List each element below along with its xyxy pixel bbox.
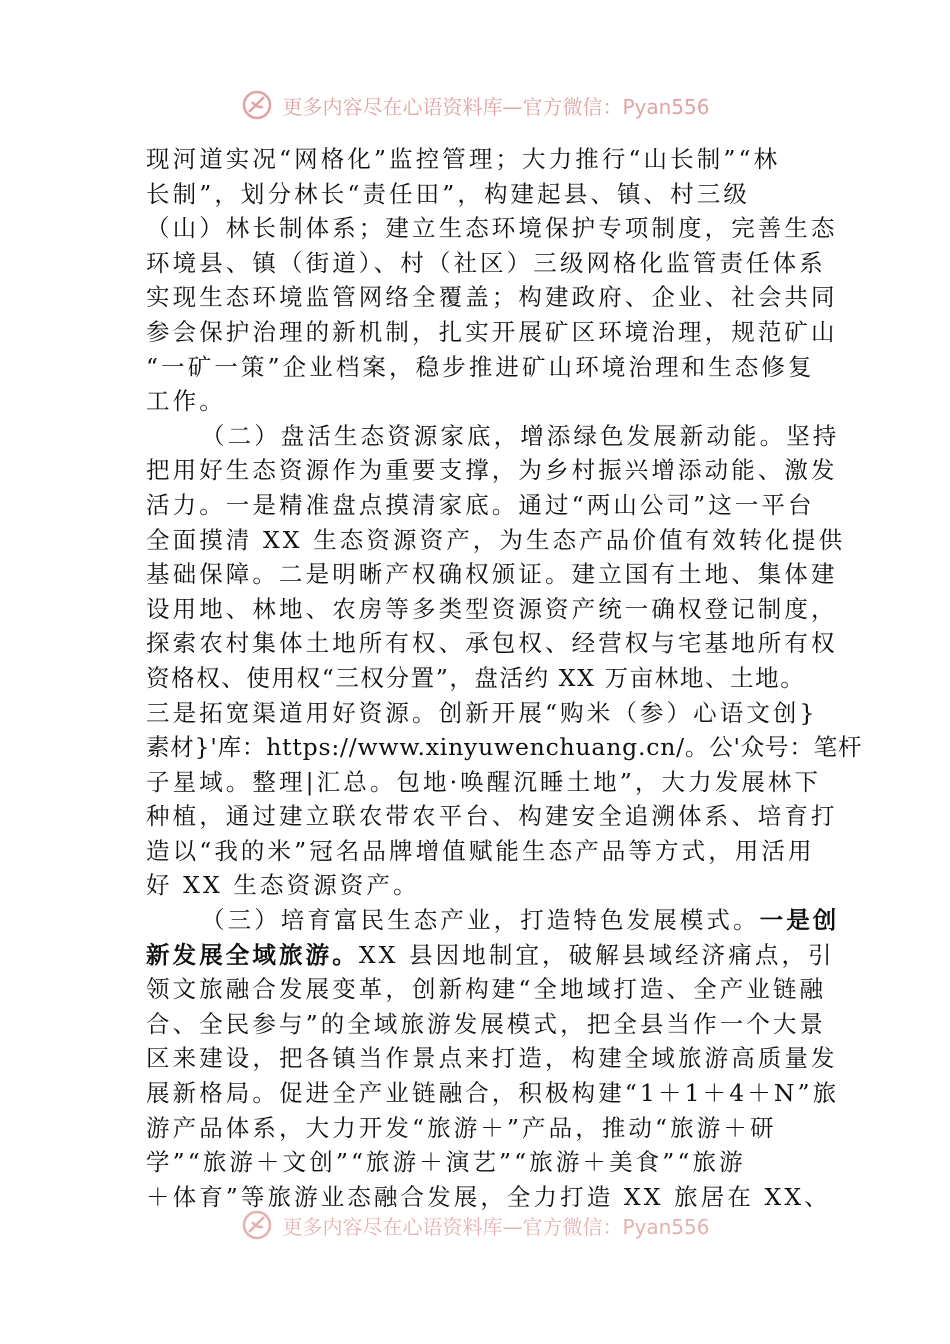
text-line: 把用好生态资源作为重要支撑，为乡村振兴增添动能、激发	[146, 456, 838, 485]
paragraph-1	[146, 142, 838, 419]
text-line: ＋体育”等旅游业态融合发展，全力打造 XX 旅居在 XX、	[146, 1182, 831, 1211]
text-line: 现河道实况“网格化”监控管理；大力推行“山长制”“林	[146, 145, 781, 173]
text-line: “一矿一策”企业档案，稳步推进矿山环境治理和生态修复	[146, 352, 815, 381]
text-line: （山）林长制体系；建立生态环境保护专项制度，完善生态	[146, 214, 838, 243]
text-line	[146, 903, 840, 938]
text-line: 游产品体系，大力开发“旅游＋”产品，推动“旅游＋研	[146, 1113, 777, 1142]
watermark-footer	[0, 1208, 950, 1242]
watermark-text: 更多内容尽在心语资料库—官方微信：Pyan556	[282, 94, 710, 119]
brush-logo-icon	[240, 88, 274, 122]
text-line: 展新格局。促进全产业链融合，积极构建“1＋1＋4＋N”旅	[146, 1079, 840, 1108]
bold-lead: 一是创	[759, 906, 840, 935]
heading-text: （三）培育富民生态产业，打造特色发展模式。	[201, 906, 760, 935]
brush-logo-icon	[240, 1208, 274, 1242]
text-line: 合、全民参与”的全域旅游发展模式，把全县当作一个大景	[146, 1009, 827, 1038]
text-line: 领文旅融合发展变革，创新构建“全地域打造、全产业链融	[146, 975, 827, 1004]
text-line: 参会保护治理的新机制，扎实开展矿区环境治理，规范矿山	[146, 317, 838, 346]
text-line	[146, 938, 835, 973]
text-line: （二）盘活生态资源家底，增添绿色发展新动能。坚持	[201, 421, 840, 450]
watermark-text: 更多内容尽在心语资料库—官方微信：Pyan556	[282, 1214, 710, 1239]
text-line: 基础保障。二是明晰产权确权颁证。建立国有土地、集体建	[146, 560, 838, 589]
text-line: 工作。	[146, 387, 226, 416]
text-line: 子星域。整理|汇总。包地·唤醒沉睡土地”，大力发展林下	[146, 767, 822, 796]
text-line: 造以“我的米”冠名品牌增值赋能生态产品等方式，用活用	[146, 836, 815, 865]
text-line: 长制”，划分林长“责任田”，构建起县、镇、村三级	[146, 179, 750, 208]
text-line: 设用地、林地、农房等多类型资源资产统一确权登记制度，	[146, 594, 838, 623]
text-line: 区来建设，把各镇当作景点来打造，构建全域旅游高质量发	[146, 1044, 838, 1073]
bold-lead: 新发展全域旅游。	[146, 940, 359, 969]
text-line: 实现生态环境监管网络全覆盖；构建政府、企业、社会共同	[146, 283, 838, 312]
paragraph-2	[146, 419, 863, 903]
watermark-header	[0, 88, 950, 122]
text-line: 环境县、镇（街道）、村（社区）三级网格化监管责任体系	[146, 248, 826, 277]
body-text: XX 县因地制宜，破解县域经济痛点，引	[358, 940, 835, 969]
text-line: 全面摸清 XX 生态资源资产，为生态产品价值有效转化提供	[146, 525, 846, 554]
text-line: 种植，通过建立联农带农平台、构建安全追溯体系、培育打	[146, 802, 838, 831]
paragraph-3	[146, 903, 840, 1214]
document-body	[146, 142, 863, 1214]
text-line: 素材}'库：https://www.xinyuwenchuang.cn/。公'众号：笔杆	[146, 733, 863, 762]
text-line: 资格权、使用权“三权分置”，盘活约 XX 万亩林地、土地。	[146, 663, 806, 692]
text-line: 学”“旅游＋文创”“旅游＋演艺”“旅游＋美食”“旅游	[146, 1148, 746, 1177]
text-line: 探索农村集体土地所有权、承包权、经营权与宅基地所有权	[146, 629, 838, 658]
text-line: 好 XX 生态资源资产。	[146, 871, 420, 900]
text-line: 活力。一是精准盘点摸清家底。通过“两山公司”这一平台	[146, 490, 815, 519]
text-line: 三是拓宽渠道用好资源。创新开展“购米（参）心语文创}	[146, 698, 818, 727]
